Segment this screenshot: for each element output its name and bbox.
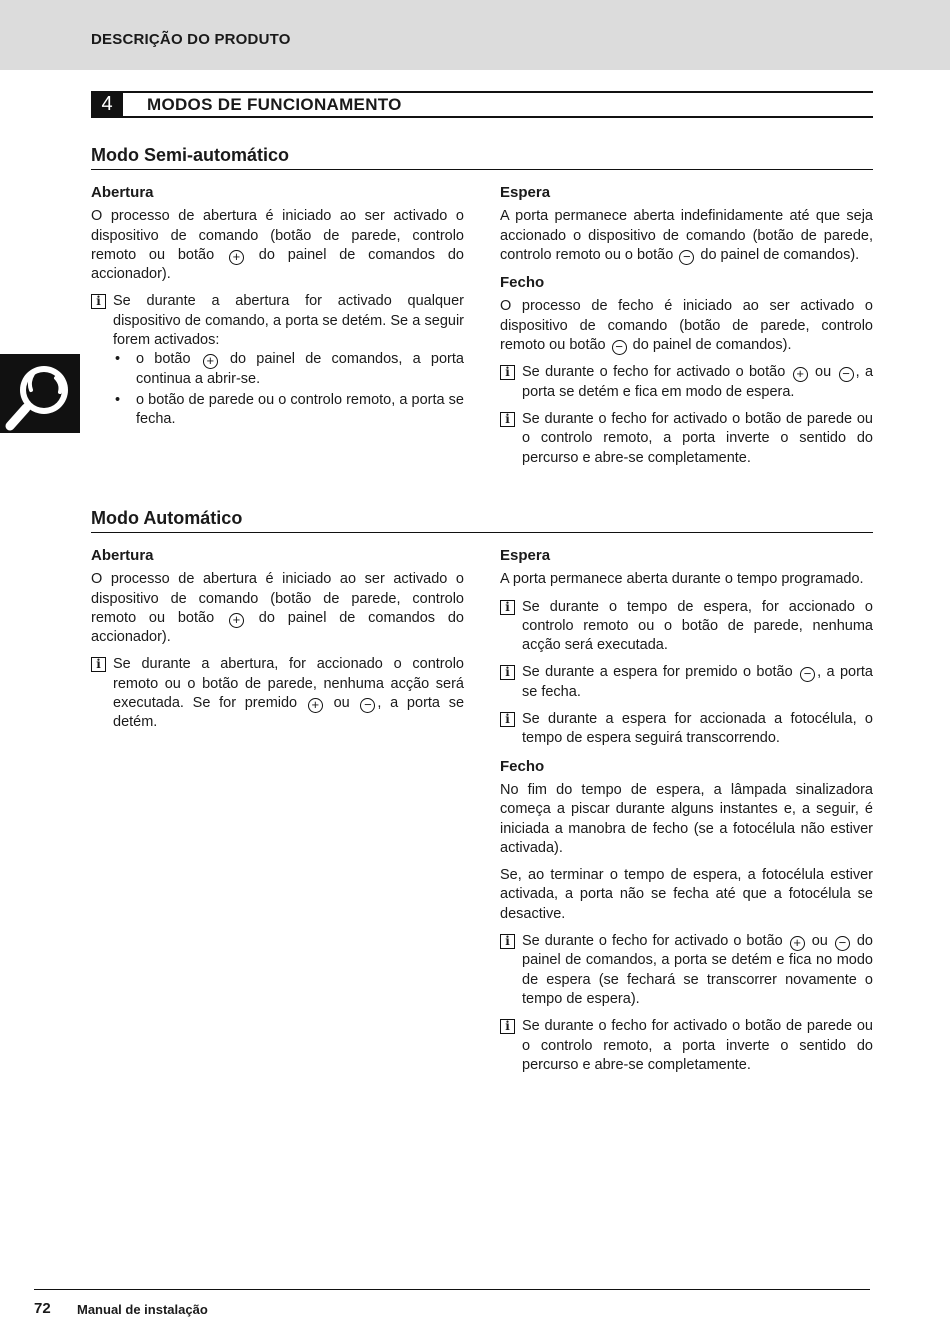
semi-espera-heading: Espera (500, 184, 551, 201)
info-icon: i (500, 1019, 515, 1034)
footer-text: Manual de instalação (77, 1302, 208, 1317)
header-title: DESCRIÇÃO DO PRODUTO (91, 31, 291, 48)
minus-icon: − (679, 250, 694, 265)
semi-abertura-heading: Abertura (91, 184, 154, 201)
footer-divider (34, 1289, 870, 1290)
plus-icon: + (308, 698, 323, 713)
semi-fecho-note-2: i Se durante o fecho for activado o botão de parede ou o controlo remoto, a porta inverte o sentido do percurso e abre-se completamente. (500, 410, 873, 468)
section-number: 4 (91, 93, 123, 116)
section-heading (91, 91, 873, 118)
plus-icon: + (203, 354, 218, 369)
minus-icon: − (839, 367, 854, 382)
plus-icon: + (790, 936, 805, 951)
minus-icon: − (800, 667, 815, 682)
minus-icon: − (835, 936, 850, 951)
info-icon: i (500, 665, 515, 680)
auto-abertura-heading: Abertura (91, 547, 154, 564)
auto-fecho-note-2: i Se durante o fecho for activado o botão de parede ou o controlo remoto, a porta inverte o sentido do percurso e abre-se completamente. (500, 1017, 873, 1075)
semi-fecho-note-1: i Se durante o fecho for activado o botão + ou − , a porta se detém e fica em modo de espera. (500, 363, 873, 402)
auto-espera-text: A porta permanece aberta durante o tempo programado. (500, 571, 864, 588)
minus-icon: − (360, 698, 375, 713)
semi-abertura-note: i Se durante a abertura for activado qualquer dispositivo de comando, a porta se detém. Se a seguir forem activados: • o botão + do painel de comandos, a porta continua a abrir-se. • o botão de parede ou o controlo remoto, a porta se fecha. (91, 292, 464, 429)
auto-fecho-note-1: i Se durante o fecho for activado o botão + ou − do painel de comandos, a porta se detém e fica no modo de espera (se fechará se transcorrer novamente o tempo de espera). (500, 932, 873, 1009)
semi-right-column (500, 183, 873, 476)
auto-mode-title: Modo Automático (91, 508, 873, 533)
plus-icon: + (229, 250, 244, 265)
auto-espera-heading: Espera (500, 547, 551, 564)
semi-fecho-heading: Fecho (500, 274, 545, 292)
info-icon: i (91, 294, 106, 309)
plus-icon: + (793, 367, 808, 382)
semi-abertura-text: O processo de abertura é iniciado ao ser activado o dispositivo de comando (botão de parede, controlo remoto ou botão + do painel de comandos do accionador). (91, 208, 464, 283)
list-item: • o botão de parede ou o controlo remoto, a porta se fecha. (113, 391, 464, 430)
semi-mode-title: Modo Semi-automático (91, 145, 873, 170)
auto-abertura-note: i Se durante a abertura, for accionado o controlo remoto ou o botão de parede, nenhuma acção será executada. Se for premido + ou − , a porta se detém. (91, 655, 464, 732)
magnifier-icon (0, 354, 80, 433)
auto-espera-note-1: i Se durante o tempo de espera, for accionado o controlo remoto ou o botão de parede, nenhuma acção será executada. (500, 598, 873, 656)
minus-icon: − (612, 340, 627, 355)
info-icon: i (500, 934, 515, 949)
auto-abertura-text: O processo de abertura é iniciado ao ser activado o dispositivo de comando (botão de parede, controlo remoto ou botão + do painel de comandos do accionador). (91, 571, 464, 646)
semi-fecho-text: O processo de fecho é iniciado ao ser activado o dispositivo de comando (botão de parede, controlo remoto ou botão − do painel de comandos). (500, 298, 873, 355)
info-icon: i (500, 412, 515, 427)
info-icon: i (500, 712, 515, 727)
auto-fecho-text-2: Se, ao terminar o tempo de espera, a fotocélula estiver activada, a porta não se fecha até que a fotocélula se desactive. (500, 867, 873, 922)
auto-espera-note-2: i Se durante a espera for premido o botão − , a porta se fecha. (500, 663, 873, 702)
page-number: 72 (34, 1300, 51, 1317)
auto-espera-note-3: i Se durante a espera for accionada a fotocélula, o tempo de espera seguirá transcorrendo. (500, 710, 873, 749)
semi-espera-text: A porta permanece aberta indefinidamente até que seja accionado o dispositivo de comando (botão de parede, controlo remoto ou o botão − do painel de comandos). (500, 208, 873, 264)
info-icon: i (500, 600, 515, 615)
auto-right-column (500, 546, 873, 1083)
auto-left-column (91, 546, 464, 741)
list-item: • o botão + do painel de comandos, a porta continua a abrir-se. (113, 350, 464, 389)
auto-fecho-text-1: No fim do tempo de espera, a lâmpada sinalizadora começa a piscar durante alguns instantes e, a seguir, é iniciada a manobra de fecho (se a fotocélula não estiver activada). (500, 781, 873, 856)
info-icon: i (91, 657, 106, 672)
magnifier-tab (0, 354, 80, 433)
info-icon: i (500, 365, 515, 380)
plus-icon: + (229, 613, 244, 628)
auto-fecho-heading: Fecho (500, 757, 545, 775)
semi-left-column (91, 183, 464, 438)
section-title: MODOS DE FUNCIONAMENTO (147, 95, 402, 114)
